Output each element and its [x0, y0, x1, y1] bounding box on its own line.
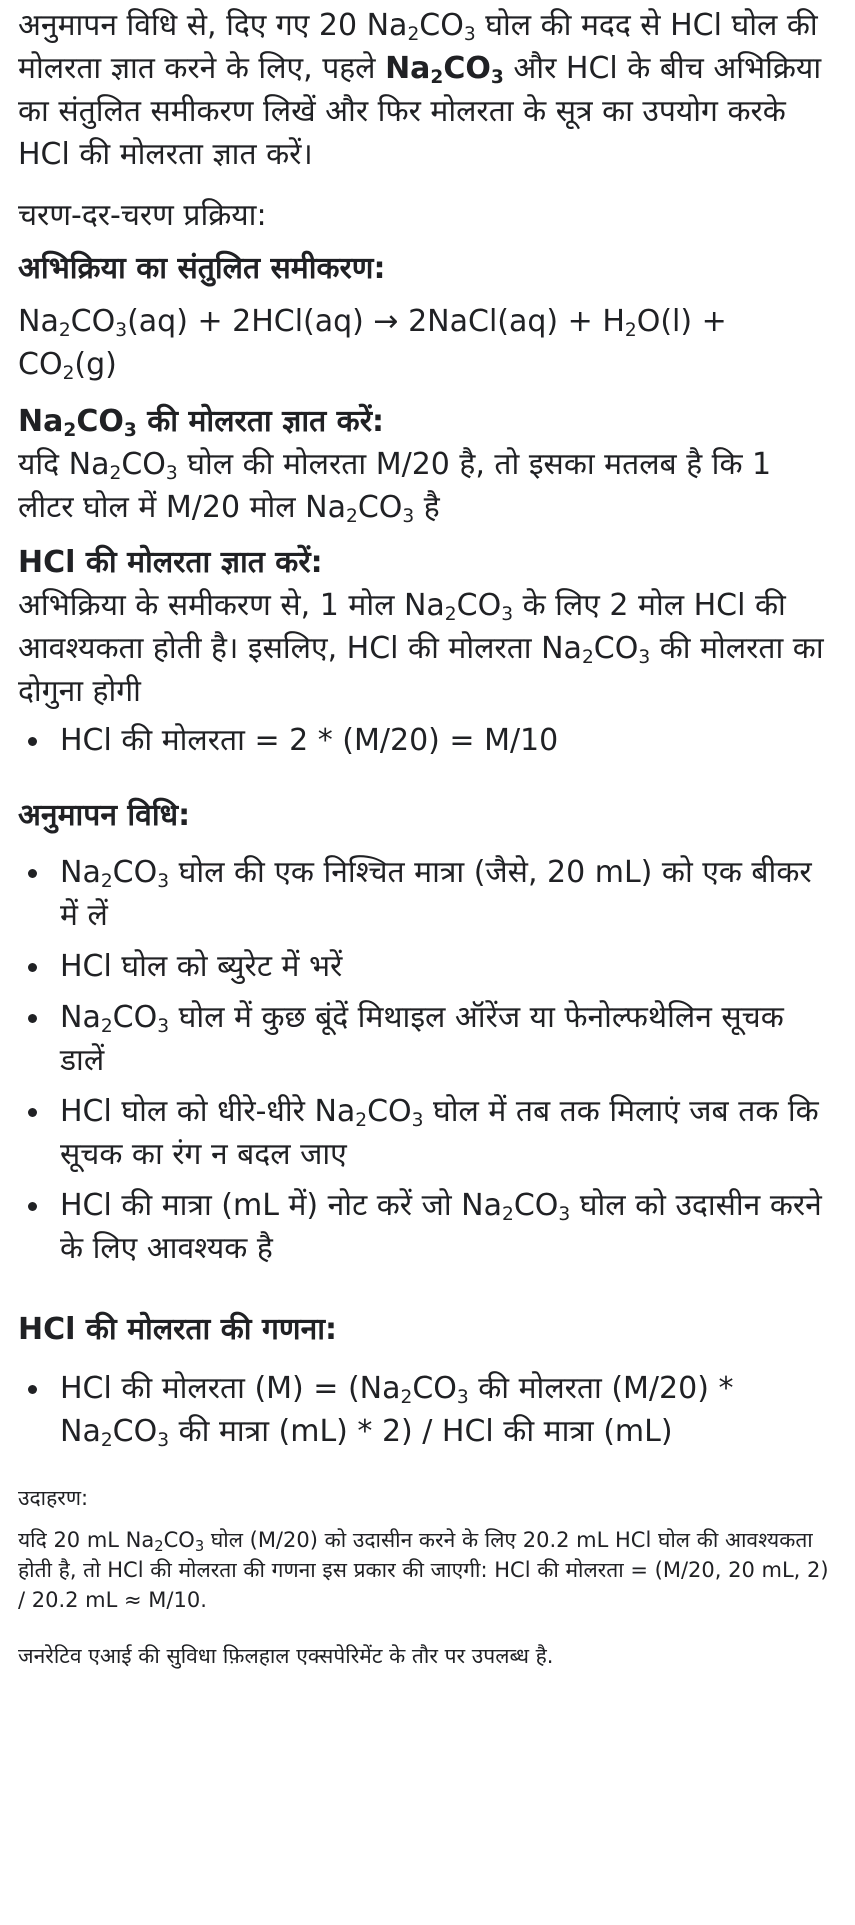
- balanced-equation: $Na_2CO_3(aq) + 2HCl(aq)$ → 2NaCl(aq) + $H_2O(l) + CO_2(g)$: [18, 304, 727, 385]
- titration-method-bullets: [18, 851, 833, 1270]
- bullet-item: [18, 1367, 833, 1453]
- intro-paragraph: अनुमापन विधि से, दिए गए 20 $Na_2CO_3$ घोल की मदद से HCl घोल की मोलरता ज्ञात करने के लिए, पहले $Na_2CO_3$ और HCl के बीच अभिक्रिया का संतुलित समीकरण लिखें और फिर मोलरता के सूत्र का उपयोग करके HCl की मोलरता ज्ञात करें।: [18, 8, 822, 172]
- bullet-text: HCl घोल को धीरे-धीरे $Na_2CO_3$ घोल में तब तक मिलाएं जब तक कि सूचक का रंग न बदल जाए: [60, 1094, 819, 1172]
- bullet-item: [18, 1184, 833, 1270]
- ai-disclaimer: जनरेटिव एआई की सुविधा फ़िलहाल एक्सपेरिमेंट के तौर पर उपलब्ध है.: [18, 1644, 554, 1668]
- bullet-item: [18, 996, 833, 1082]
- bullet-text: $Na_2CO_3$ घोल की एक निश्चित मात्रा (जैसे, 20 mL) को एक बीकर में लें: [60, 855, 812, 933]
- process-title: चरण-दर-चरण प्रक्रिया:: [18, 198, 267, 233]
- bullet-item: [18, 719, 833, 762]
- calculation-heading: HCl की मोलरता की गणना:: [18, 1312, 337, 1347]
- bullet-text: HCl की मात्रा (mL में) नोट करें जो $Na_2CO_3$ घोल को उदासीन करने के लिए आवश्यक है: [60, 1188, 822, 1266]
- titration-method-heading: अनुमापन विधि:: [18, 798, 191, 833]
- bullet-item: [18, 945, 833, 988]
- calculation-bullets: [18, 1367, 833, 1453]
- na2co3-molarity-heading: $Na_2CO_3$ की मोलरता ज्ञात करें:: [18, 404, 384, 442]
- bullet-item: [18, 851, 833, 937]
- hcl-molarity-heading: HCl की मोलरता ज्ञात करें:: [18, 545, 323, 580]
- equation-heading: अभिक्रिया का संतुलित समीकरण:: [18, 251, 386, 286]
- bullet-dot-icon: [28, 963, 37, 972]
- bullet-dot-icon: [28, 1108, 37, 1117]
- bullet-dot-icon: [28, 1014, 37, 1023]
- bullet-text: HCl की मोलरता $(M) = (Na_2CO_3$ की मोलरता $(M/20) * Na_2CO_3$ की मात्रा (mL) * 2) / HCl की मात्रा (mL): [60, 1371, 734, 1452]
- bullet-text: HCl घोल को ब्युरेट में भरें: [60, 949, 343, 984]
- bullet-text: HCl की मोलरता = 2 * (M/20) = M/10: [60, 723, 559, 758]
- example-label: उदाहरण:: [18, 1486, 89, 1510]
- na2co3-molarity-text: यदि $Na_2CO_3$ घोल की मोलरता M/20 है, तो इसका मतलब है कि 1 लीटर घोल में M/20 मोल $Na_2CO_3$ है: [18, 447, 772, 528]
- bullet-dot-icon: [28, 869, 37, 878]
- bullet-text: $Na_2CO_3$ घोल में कुछ बूंदें मिथाइल ऑरेंज या फेनोल्फथेलिन सूचक डालें: [60, 1000, 784, 1078]
- bullet-item: [18, 1090, 833, 1176]
- hcl-molarity-bullets: [18, 719, 833, 762]
- bullet-dot-icon: [28, 737, 37, 746]
- bullet-dot-icon: [28, 1202, 37, 1211]
- example-text: यदि 20 mL $Na_2CO_3$ घोल (M/20) को उदासीन करने के लिए 20.2 mL HCl घोल की आवश्यकता होती है, तो HCl की मोलरता की गणना इस प्रकार की जाएगी: HCl की मोलरता = (M/20, 20 mL, 2) / 20.2 mL ≈ M/10.: [18, 1528, 829, 1612]
- bullet-dot-icon: [28, 1385, 37, 1394]
- hcl-molarity-text: अभिक्रिया के समीकरण से, 1 मोल $Na_2CO_3$ के लिए 2 मोल HCl की आवश्यकता होती है। इसलिए, HCl की मोलरता $Na_2CO_3$ की मोलरता का दोगुना होगी: [18, 588, 824, 709]
